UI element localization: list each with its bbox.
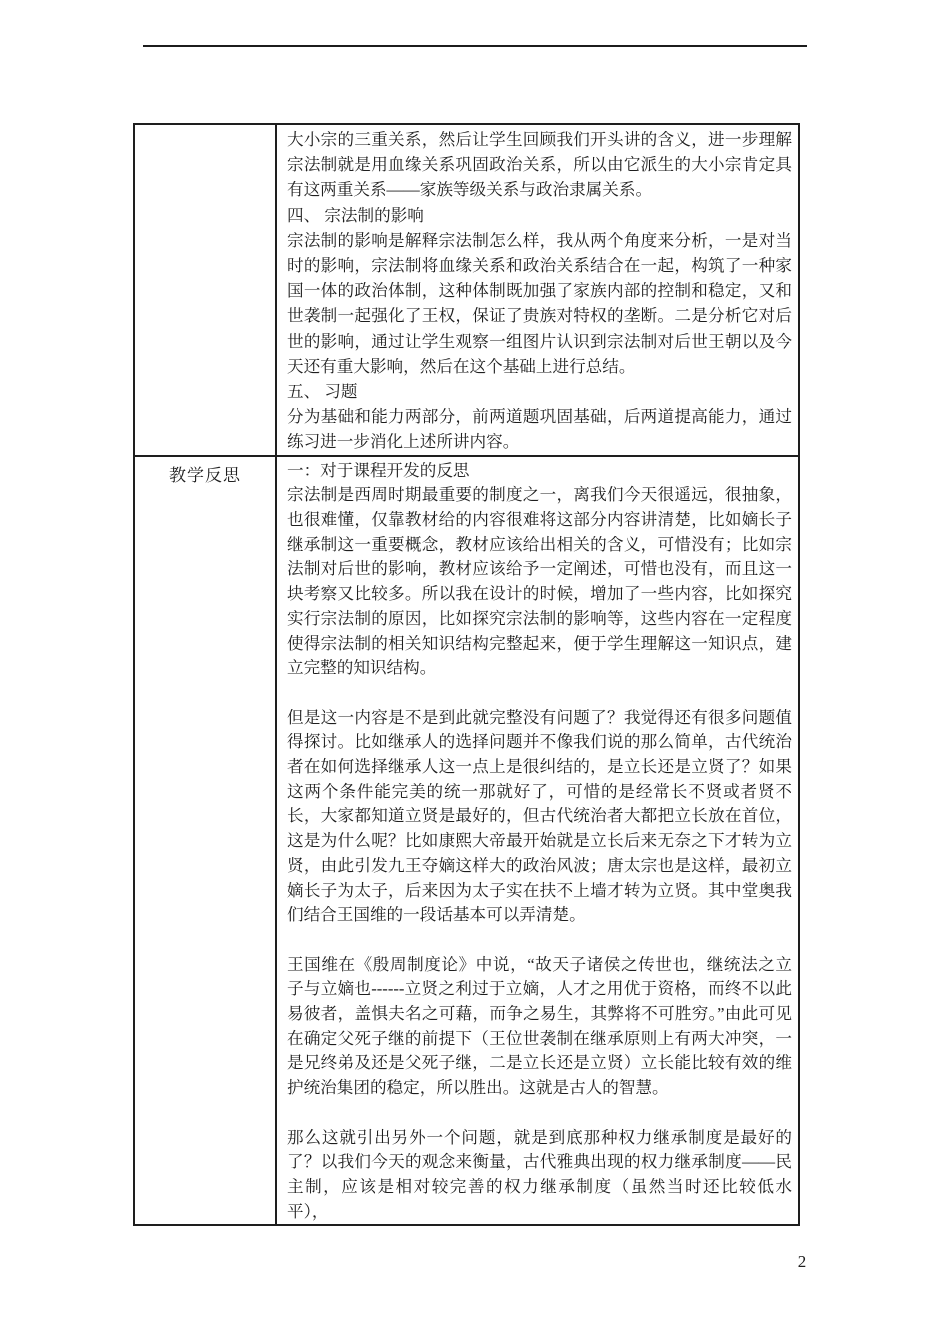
table-row-teaching-reflection [134, 456, 799, 1226]
blank-line [287, 1101, 792, 1126]
page-number: 2 [797, 1252, 807, 1271]
paragraph: 大小宗的三重关系，然后让学生回顾我们开头讲的含义，进一步理解宗法制就是用血缘关系巩固政治关系，所以由它派生的大小宗肯定具有这两重关系——家族等级关系与政治隶属关系。 [287, 130, 792, 200]
paragraph: 五、 习题 [287, 382, 358, 402]
paragraph: 但是这一内容是不是到此就完整没有问题了？我觉得还有很多问题值得探讨。比如继承人的选择问题并不像我们说的那么简单，古代统治者在如何选择继承人这一点上是很纠结的，是立长还是立贤了？如果这两个条件能完美的统一那就好了，可惜的是经常长不贤或者贤不长，大家都知道立贤是最好的，但古代统治者大都把立长放在首位，这是为什么呢？比如康熙大帝最开始就是立长后来无奈之下才转为立贤，由此引发九王夺嫡这样大的政治风波；唐太宗也是这样，最初立嫡长子为太子，后来因为太子实在扶不上墙才转为立贤。其中堂奥我们结合王国维的一段话基本可以弄清楚。 [287, 707, 792, 925]
plan-row-label-cell [134, 124, 276, 456]
reflection-row-label: 教学反思 [134, 456, 276, 1226]
blank-line [287, 681, 792, 706]
blank-line [287, 928, 792, 953]
reflection-row-content-cell [276, 456, 799, 1226]
paragraph: 一：对于课程开发的反思 [287, 460, 470, 480]
paragraph: 宗法制的影响是解释宗法制怎么样，我从两个角度来分析，一是对当时的影响，宗法制将血缘关系和政治关系结合在一起，构筑了一种家国一体的政治体制，这种体制既加强了家族内部的控制和稳定，又和世袭制一起强化了王权，保证了贵族对特权的垄断。二是分析它对后世的影响，通过让学生观察一组图片认识到宗法制对后世王朝以及今天还有重大影响，然后在这个基础上进行总结。 [287, 230, 792, 376]
paragraph: 宗法制是西周时期最重要的制度之一，离我们今天很遥远，很抽象，也很难懂，仅靠教材给的内容很难将这部分内容讲清楚，比如嫡长子继承制这一重要概念，教材应该给出相关的含义，可惜没有；比如宗法制对后世的影响，教材应该给予一定阐述，可惜也没有，而且这一块考察又比较多。所以我在设计的时候，增加了一些内容，比如探究实行宗法制的原因，比如探究宗法制的影响等，这些内容在一定程度使得宗法制的相关知识结构完整起来，便于学生理解这一知识点，建立完整的知识结构。 [287, 485, 792, 678]
paragraph: 王国维在《殷周制度论》中说，“故天子诸侯之传世也，继统法之立子与立嫡也------立贤之利过于立嫡，人才之用优于资格，而终不以此易彼者，盖惧夫名之可藉，而争之易生，其弊将不可胜穷。”由此可见在确定父死子继的前提下（王位世袭制在继承原则上有两大冲突，一是兄终弟及还是父死子继，二是立长还是立贤）立长能比较有效的维护统治集团的稳定，所以胜出。这就是古人的智慧。 [287, 954, 792, 1098]
table-row-plan-content [134, 124, 799, 456]
header-rule [143, 45, 807, 47]
plan-row-content-cell [276, 124, 799, 456]
paragraph: 四、 宗法制的影响 [287, 205, 424, 225]
paragraph: 分为基础和能力两部分，前两道题巩固基础，后两道提高能力，通过练习进一步消化上述所讲内容。 [287, 407, 792, 452]
lesson-plan-table [133, 123, 800, 1226]
paragraph: 那么这就引出另外一个问题，就是到底那种权力继承制度是最好的了？以我们今天的观念来衡量，古代雅典出现的权力继承制度——民主制，应该是相对较完善的权力继承制度（虽然当时还比较低水平）， [287, 1127, 792, 1221]
